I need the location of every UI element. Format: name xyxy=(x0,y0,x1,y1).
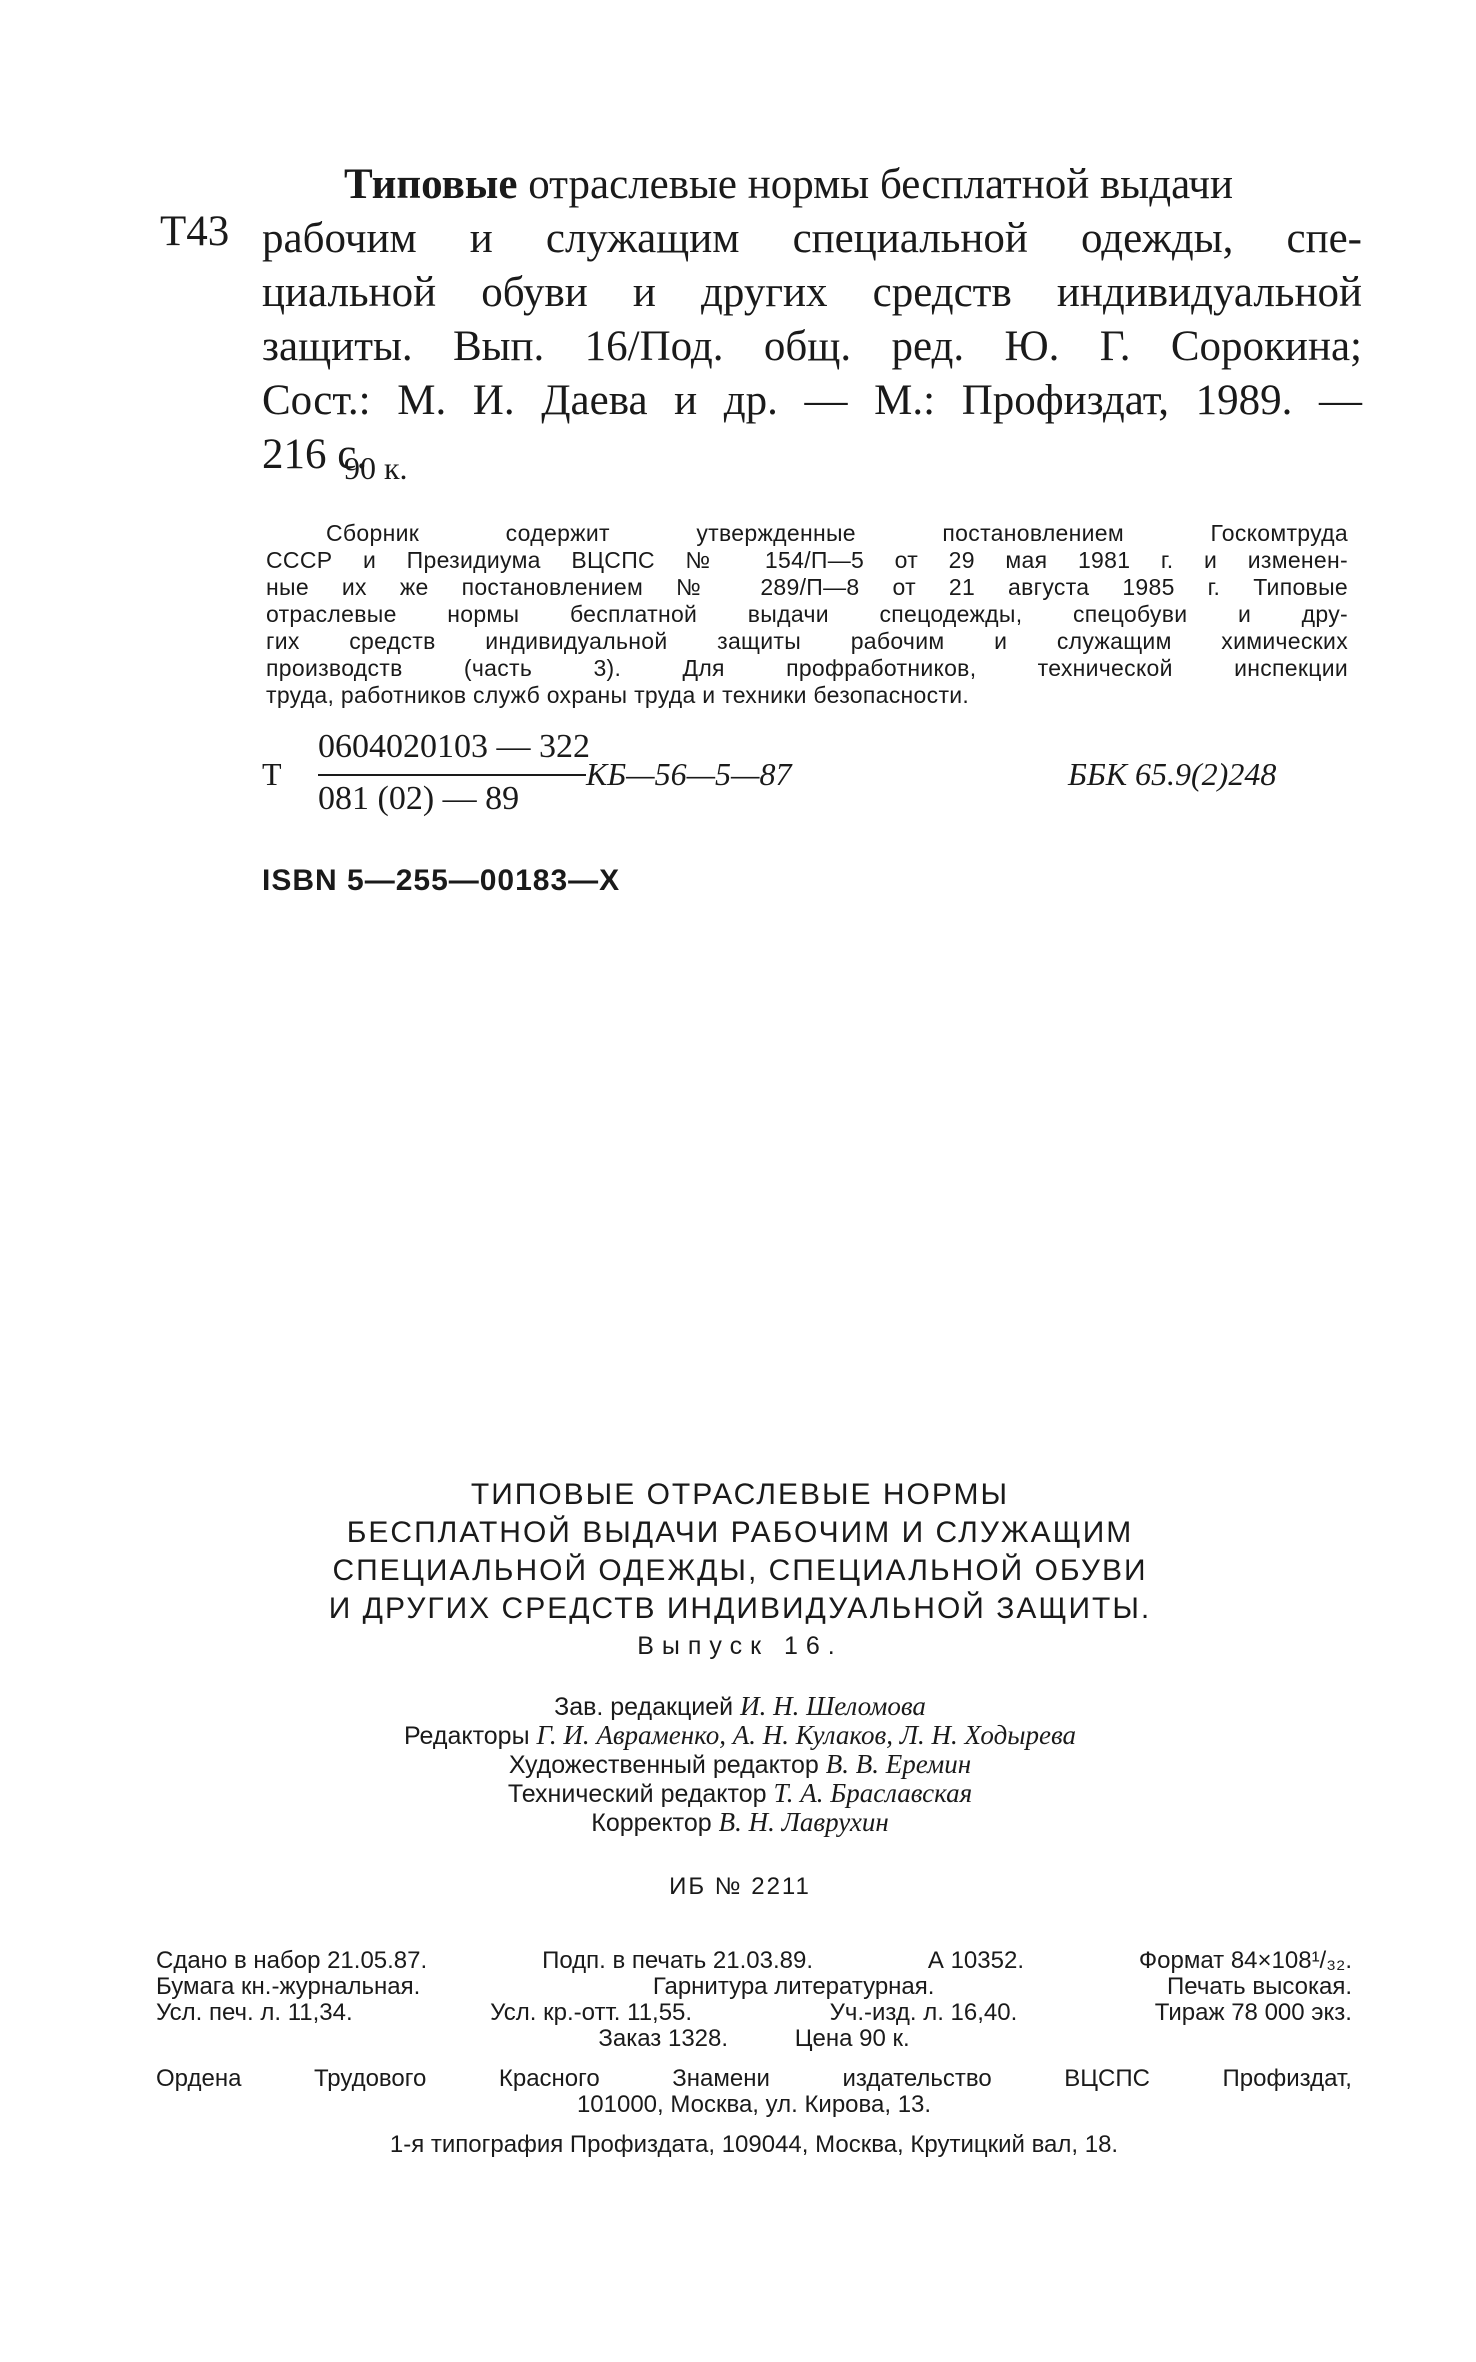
annotation-line: СССР и Президиума ВЦСПС № 154/П—5 от 29 мая 1981 г. и изменен- xyxy=(266,547,1348,573)
classification-numerator: 0604020103 — 322 xyxy=(318,728,590,765)
staff-row xyxy=(240,1692,1240,1721)
catalog-line: отраслевые нормы бесплатной выдачи xyxy=(528,161,1234,208)
imprint-cell: Усл. кр.-отт. 11,55. xyxy=(490,1999,693,2026)
imprint-cell: Усл. печ. л. 11,34. xyxy=(156,1999,353,2026)
imprint-cell: Подп. в печать 21.03.89. xyxy=(542,1947,814,1974)
imprint xyxy=(156,1948,1352,2158)
publisher-word: издательство xyxy=(842,2065,992,2092)
colophon-title-line: БЕСПЛАТНОЙ ВЫДАЧИ РАБОЧИМ И СЛУЖАЩИМ xyxy=(346,1516,1134,1549)
catalog-line: циальной обуви и других средств индивидуальной xyxy=(262,269,1362,316)
publisher-word: Ордена xyxy=(156,2065,242,2092)
imprint-cell: Печать высокая. xyxy=(1167,1973,1352,2000)
bbk-code: ББК 65.9(2)248 xyxy=(1068,756,1277,792)
imprint-cell: Гарнитура литературная. xyxy=(652,1973,935,2000)
imprint-cell: А 10352. xyxy=(927,1947,1024,1974)
staff-role: Технический редактор xyxy=(507,1780,767,1808)
publisher-word: Трудового xyxy=(313,2065,427,2092)
colophon xyxy=(240,1476,1240,1901)
imprint-row xyxy=(156,1974,1352,2000)
annotation-line: отраслевые нормы бесплатной выдачи спецодежды, спецобуви и дру- xyxy=(266,601,1348,627)
ib-number: ИБ № 2211 xyxy=(669,1873,811,1900)
publisher-word: Знамени xyxy=(672,2065,770,2092)
imprint-row xyxy=(156,2000,1352,2026)
staff-role: Художественный редактор xyxy=(508,1751,819,1779)
printer-line: 1-я типография Профиздата, 109044, Москва, Крутицкий вал, 18. xyxy=(389,2131,1119,2158)
imprint-cell: Уч.-изд. л. 16,40. xyxy=(829,1999,1018,2026)
publisher-line xyxy=(156,2066,1352,2092)
catalog-line: рабочим и служащим специальной одежды, спе- xyxy=(262,215,1362,262)
publisher-word: Красного xyxy=(498,2065,600,2092)
staff-names: В. Н. Лаврухин xyxy=(718,1807,889,1837)
staff-role: Редакторы xyxy=(403,1722,530,1750)
annotation xyxy=(266,520,1348,709)
colophon-issue: Выпуск 16. xyxy=(637,1632,843,1660)
fraction-bar xyxy=(318,774,586,776)
staff-row xyxy=(240,1721,1240,1750)
publisher-address: 101000, Москва, ул. Кирова, 13. xyxy=(576,2091,932,2118)
catalog-line: Сост.: М. И. Даева и др. — М.: Профиздат, 1989. — xyxy=(262,377,1362,424)
publisher-word: Профиздат, xyxy=(1222,2065,1352,2092)
staff-names: Т. А. Браславская xyxy=(773,1778,973,1808)
staff-row xyxy=(240,1779,1240,1808)
catalog-description xyxy=(262,158,1362,482)
annotation-line: гих средств индивидуальной защиты рабочим и служащим химических xyxy=(266,628,1348,654)
imprint-row xyxy=(156,1948,1352,1974)
staff-row xyxy=(240,1750,1240,1779)
colophon-title-line: И ДРУГИХ СРЕДСТВ ИНДИВИДУАЛЬНОЙ ЗАЩИТЫ. xyxy=(328,1592,1152,1625)
staff-names: В. В. Еремин xyxy=(825,1749,972,1779)
colophon-title-line: СПЕЦИАЛЬНОЙ ОДЕЖДЫ, СПЕЦИАЛЬНОЙ ОБУВИ xyxy=(332,1554,1148,1587)
classification-kb: КБ—56—5—87 xyxy=(586,756,792,792)
order-line: Заказ 1328. Цена 90 к. xyxy=(598,2025,910,2052)
staff-names: И. Н. Шеломова xyxy=(740,1691,926,1721)
publisher-word: ВЦСПС xyxy=(1064,2065,1150,2092)
staff-list xyxy=(240,1692,1240,1837)
price: 90 к. xyxy=(344,450,408,486)
annotation-line: Сборник содержит утвержденные постановлением Госкомтруда xyxy=(326,520,1348,546)
annotation-line: производств (часть 3). Для профработников, технической инспекции xyxy=(266,655,1348,681)
colophon-title-line: ТИПОВЫЕ ОТРАСЛЕВЫЕ НОРМЫ xyxy=(470,1478,1010,1511)
staff-row xyxy=(240,1808,1240,1837)
classification-prefix: Т xyxy=(262,756,282,792)
imprint-cell: Тираж 78 000 экз. xyxy=(1154,1999,1352,2026)
annotation-line: ные их же постановлением № 289/П—8 от 21 августа 1985 г. Типовые xyxy=(266,574,1348,600)
catalog-line: защиты. Вып. 16/Под. общ. ред. Ю. Г. Сорокина; xyxy=(262,323,1362,370)
catalog-line: 216 с. xyxy=(262,431,368,478)
classification-denominator: 081 (02) — 89 xyxy=(318,780,520,817)
title-bold: Типовые xyxy=(344,161,518,208)
isbn: ISBN 5—255—00183—X xyxy=(262,864,621,897)
staff-role: Корректор xyxy=(591,1809,712,1837)
imprint-cell: Сдано в набор 21.05.87. xyxy=(156,1947,428,1974)
staff-names: Г. И. Авраменко, А. Н. Кулаков, Л. Н. Ходырева xyxy=(536,1720,1077,1750)
catalog-index: Т43 xyxy=(160,208,230,255)
annotation-line: труда, работников служб охраны труда и техники безопасности. xyxy=(266,682,970,708)
staff-role: Зав. редакцией xyxy=(554,1693,734,1721)
imprint-cell: Формат 84×108¹/₃₂. xyxy=(1138,1947,1352,1974)
imprint-cell: Бумага кн.-журнальная. xyxy=(156,1973,421,2000)
